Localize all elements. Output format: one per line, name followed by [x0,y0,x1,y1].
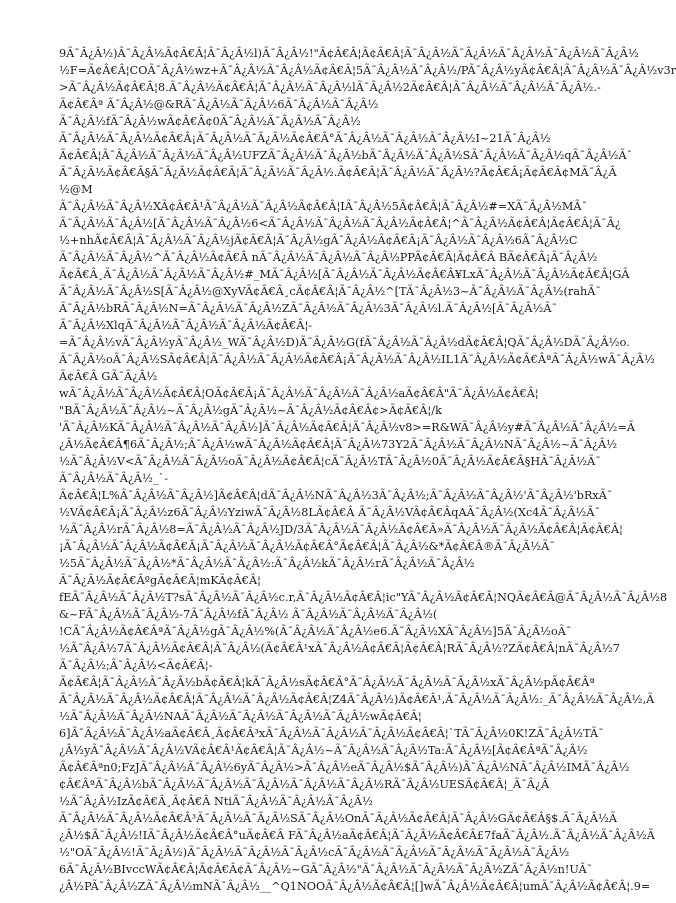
text-line: Ã¯Â¿Â½Ã¯Â¿Â½Ã¢Â€Â³Ã¯Â¿Â½Ã¯Â¿Â½SÃ¯Â¿Â½OnÃ¯Â¿Â½Ã¢Â€Â¦Ã¯Â¿Â½GÃ¢Â€Â§$.Ã¯Â¿Â½Ã [59,812,618,825]
text-line: ¿Â½Ã¢Â€Â¶6Ã¯Â¿Â½;Ã¯Â¿Â½wÃ¯Â¿Â½Ã¢Â€Â¦Ã¯Â¿Â½73Y2Ã¯Â¿Â½Ã¯Â¿Â½NÃ¯Â¿Â½~Ã¯Â¿Â½ [59,438,618,451]
text-line: Ã¯Â¿Â½Ã¯Â¿Â½XÃ¢Â€Â¹Ã¯Â¿Â½Ã¯Â¿Â½Ã¢Â€Â¦IÃ¯Â¿Â½5Ã¢Â€Â¦Ã¯Â¿Â½#=XÃ¯Â¿Â½MÃ¯ [59,200,588,213]
text-line: Ã¯Â¿Â½Ã¯Â¿Â½S[Ã¯Â¿Â½@XyVÃ¢Â€Â¸cÃ¢Â€Â¦Ã¯Â¿Â½^[TÃ¯Â¿Â½3~Ã¯Â¿Â½Ã¯Â¿Â½(rahÃ¯ [59,285,602,298]
text-line: 9Ã¯Â¿Â½)Ã¯Â¿Â½Ã¢Â€Â¦Ã¯Â¿Â½l)Ã¯Â¿Â½!"Ã¢Â€Â¦Ã¢Â€Â¦Ã¯Â¿Â½Ã¯Â¿Â½Ã¯Â¿Â½Ã¯Â¿Â½Ã¯Â¿Â½ [59,47,639,60]
text-line: 6Ã¯Â¿Â½BIvccWÃ¢Â€Â¦Ã¢Â€Â¢Ã¯Â¿Â½~GÃ¯Â¿Â½"Ã¯Â¿Â½Ã¯Â¿Â½Ã¯Â¿Â½ZÃ¯Â¿Â½n!UÃ¯ [59,863,593,876]
text-line: ½Ã¯Â¿Â½7Ã¯Â¿Â½Ã¢Â€Â¦Ã¯Â¿Â½(Ã¢Â€Â¹xÃ¯Â¿Â½Ã¢Â€Â¦Ã¢Â€Â¦RÃ¯Â¿Â½?ZÃ¢Â€Â¦nÃ¯Â¿Â½7 [59,642,620,655]
text-line: Ã¢Â€Â GÃ¯Â¿Â½ [59,370,158,383]
text-line: !CÃ¯Â¿Â½Ã¢Â€ÂªÃ¯Â¿Â½gÃ¯Â¿Â½%(Ã¯Â¿Â½Ã¯Â¿Â½e6.Ã¯Â¿Â½XÃ¯Â¿Â½]5Ã¯Â¿Â½oÃ¯ [59,625,572,638]
text-line: fEÃ¯Â¿Â½Ã¯Â¿Â½T?sÃ¯Â¿Â½Ã¯Â¿Â½c.r,Ã¯Â¿Â½Ã¢Â€Â¦ic"YÃ¯Â¿Â½Ã¢Â€Â¦NQÃ¢Â€Â@Ã¯Â¿Â½Ã¯Â¿Â½8 [59,591,668,604]
garbled-text-body [59,45,676,895]
text-line: ¢Â€ÂªÃ¯Â¿Â½bÃ¯Â¿Â½Ã¯Â¿Â½Ã¯Â¿Â½Ã¯Â¿Â½Ã¯Â¿Â½RÃ¯Â¿Â½UESÃ¢Â€Â¦_Ã¯Â¿Â [59,778,550,791]
text-line: Ã¢Â€Â¦Ã¯Â¿Â½Ã¯Â¿Â½Ã¯Â¿Â½UFZÃ¯Â¿Â½Ã¯Â¿Â½bÃ¯Â¿Â½Ã¯Â¿Â½SÃ¯Â¿Â½Ã¯Â¿Â½qÃ¯Â¿Â½Ã¯ [59,149,633,162]
text-line: Ã¯Â¿Â½Ã¯Â¿Â½^Ã¯Â¿Â½Ã¢Â€Â nÃ¯Â¿Â½Ã¯Â¿Â½Ã¯Â¿Â½PPÃ¢Â€Â¦Ã¢Â€Â BÃ¢Â€Â¡Ã¯Â¿Â½ [59,251,598,264]
text-line: ½Ã¯Â¿Â½IzÃ¢Â€Â¸Ã¢Â€Â NtiÃ¯Â¿Â½Ã¯Â¿Â½Ã¯Â¿Â½ [59,795,373,808]
text-line: Ã¯Â¿Â½fÃ¯Â¿Â½wÃ¢Â€Â¢0Ã¯Â¿Â½Ã¯Â¿Â½Ã¯Â¿Â½ [59,115,361,128]
text-line: Ã¯Â¿Â½Ã¢Â€Â§Ã¯Â¿Â½Ã¢Â€Â¦Ã¯Â¿Â½Ã¯Â¿Â½.Ã¢Â€Â¦Ã¯Â¿Â½Ã¯Â¿Â½?Ã¢Â€Â¡Ã¢Â€Â¢MÃ¯Â¿Â [59,166,617,179]
text-line: ½"OÃ¯Â¿Â½!Ã¯Â¿Â½)Ã¯Â¿Â½Ã¯Â¿Â½Ã¯Â¿Â½cÃ¯Â¿Â½Ã¯Â¿Â½Ã¯Â¿Â½Ã¯Â¿Â½Ã¯Â¿Â½ [59,846,570,859]
text-line: Ã¯Â¿Â½Ã¯Â¿Â½Ã¢Â€Â¦Ã¯Â¿Â½Ã¯Â¿Â½Ã¢Â€Â¦Z4Ã¯Â¿Â½)Ã¢Â€Â¹,Ã¯Â¿Â½Ã¯Â¿Â½:_Ã¯Â¿Â½Ã¯Â¿Â½,Ã [59,693,655,706]
text-line: Ã¢Â€Â¦Ã¯Â¿Â½Ã¯Â¿Â½bÃ¢Â€Â¦kÃ¯Â¿Â½sÃ¢Â€Â°Ã¯Â¿Â½Ã¯Â¿Â½Ã¯Â¿Â½xÃ¯Â¿Â½pÃ¢Â€Âª [59,676,595,689]
text-line: ½@M [59,183,93,196]
text-line: ¡Ã¯Â¿Â½Ã¯Â¿Â½Ã¢Â€Â¡Ã¯Â¿Â½Ã¯Â¿Â½Ã¢Â€Â°Ã¢Â€Â¦Ã¯Â¿Â½&*Ã¢Â€Â®Ã¯Â¿Â½Ã¯ [59,540,555,553]
text-line: ½VÃ¢Â€Â¡Ã¯Â¿Â½z6Ã¯Â¿Â½YziwÃ¯Â¿Â½8LÃ¢Â€Â Ã¯Â¿Â½VÃ¢Â€ÂqAÃ¯Â¿Â½(Xc4Ã¯Â¿Â½Ã¯ [59,506,601,519]
text-line: Ã¯Â¿Â½bRÃ¯Â¿Â½N=Ã¯Â¿Â½Ã¯Â¿Â½ZÃ¯Â¿Â½Ã¯Â¿Â½3Ã¯Â¿Â½l.Ã¯Â¿Â½[Ã¯Â¿Â½Ã¯ [59,302,558,315]
text-line: ½+nhÃ¢Â€Â¦Ã¯Â¿Â½Ã¯Â¿Â½jÃ¢Â€Â¦Ã¯Â¿Â½gÃ¯Â¿Â½Ã¢Â€Â¡Ã¯Â¿Â½Ã¯Â¿Â½6Ã¯Â¿Â½C [59,234,578,247]
text-line: wÃ¯Â¿Â½Ã¯Â¿Â½Ã¢Â€Â¦OÃ¢Â€Â¡Ã¯Â¿Â½Ã¯Â¿Â½Ã¯Â¿Â½aÃ¢Â€Â"Ã¯Â¿Â½Ã¢Â€Â¦ [59,387,539,400]
text-line: Ã¯Â¿Â½Ã¯Â¿Â½_`- [59,472,169,485]
text-line: Ã¯Â¿Â½;Ã¯Â¿Â½<Ã¢Â€Â¦- [59,659,213,672]
text-line: Ã¯Â¿Â½oÃ¯Â¿Â½SÃ¢Â€Â¦Ã¯Â¿Â½Ã¯Â¿Â½Ã¢Â€Â¡Ã¯Â¿Â½Ã¯Â¿Â½IL1Ã¯Â¿Â½Ã¢Â€ÂªÃ¯Â¿Â½wÃ¯Â¿Â½ [59,353,655,366]
text-line: Ã¯Â¿Â½Ã¢Â€ÂºgÃ¢Â€Â¦mKÃ¢Â€Â¦ [59,574,261,587]
text-line: Ã¢Â€Â¦L%Ã¯Â¿Â½Ã¯Â¿Â½]Ã¢Â€Â¦dÃ¯Â¿Â½NÃ¯Â¿Â½3Ã¯Â¿Â½;Ã¯Â¿Â½Ã¯Â¿Â½'Ã¯Â¿Â½'bRxÃ¯ [59,489,613,502]
text-line: ½Ã¯Â¿Â½V<Ã¯Â¿Â½Ã¯Â¿Â½oÃ¯Â¿Â½Ã¢Â€Â¦cÃ¯Â¿Â½TÃ¯Â¿Â½0Ã¯Â¿Â½Ã¢Â€Â§HÃ¯Â¿Â½Ã¯ [59,455,601,468]
text-line: ¿Â½$Ã¯Â¿Â½!IÃ¯Â¿Â½Ã¢Â€Â°uÃ¢Â€Â FÃ¯Â¿Â½aÃ¢Â€Â¦Ã¯Â¿Â½Ã¢Â€Â£7faÃ¯Â¿Â½.Ã¯Â¿Â½Ã¯Â¿Â½Ã [59,829,655,842]
text-line: Ã¯Â¿Â½Ã¯Â¿Â½Ã¢Â€Â¡Ã¯Â¿Â½Ã¯Â¿Â½Ã¢Â€Â°Ã¯Â¿Â½Ã¯Â¿Â½Ã¯Â¿Â½I~21Ã¯Â¿Â½ [59,132,551,145]
text-line: 6]Ã¯Â¿Â½Ã¯Â¿Â½aÃ¢Â€Â¸Ã¢Â€Â³xÃ¯Â¿Â½Ã¯Â¿Â½Ã¯Â¿Â½Ã¢Â€Â¦`TÃ¯Â¿Â½0K!ZÃ¯Â¿Â½TÃ¯ [59,727,604,740]
text-line: ½Ã¯Â¿Â½rÃ¯Â¿Â½8=Ã¯Â¿Â½Ã¯Â¿Â½JD/3Ã¯Â¿Â½Ã¯Â¿Â½Ã¢Â€Â»Ã¯Â¿Â½Ã¯Â¿Â½Ã¢Â€Â¦Ã¢Â€Â¦ [59,523,623,536]
text-line: "BÃ¯Â¿Â½Ã¯Â¿Â½~Ã¯Â¿Â½gÃ¯Â¿Â½~Ã¯Â¿Â½Ã¢Â€Â¢>Ã¢Â€Â¦/k [59,404,442,417]
text-line: Ã¢Â€Â¸Ã¯Â¿Â½Ã¯Â¿Â½Ã¯Â¿Â½#_MÃ¯Â¿Â½[Ã¯Â¿Â½Ã¯Â¿Â½Ã¢Â€Â¥LxÃ¯Â¿Â½Ã¯Â¿Â½Ã¢Â€Â¦GÃ [59,268,630,281]
text-line: ¿Â½yÃ¯Â¿Â½Ã¯Â¿Â½VÃ¢Â€Â¹Ã¢Â€Â¦Ã¯Â¿Â½~Ã¯Â¿Â½Ã¯Â¿Â½Ta:Ã¯Â¿Â½[Ã¢Â€ÂªÃ¯Â¿Â½ [59,744,588,757]
text-line: Ã¢Â€Âªn0;FzJÃ¯Â¿Â½Ã¯Â¿Â½6yÃ¯Â¿Â½>Ã¯Â¿Â½eÃ¯Â¿Â½$Ã¯Â¿Â½)Ã¯Â¿Â½NÃ¯Â¿Â½IMÃ¯Â¿Â½ [59,761,630,774]
text-line: ¿Â½PÃ¯Â¿Â½ZÃ¯Â¿Â½mNÃ¯Â¿Â½__^Q1NOOÃ¯Â¿Â½Ã¢Â€Â¦[]wÃ¯Â¿Â½Ã¢Â€Â¦umÃ¯Â¿Â½Ã¢Â€Â¦.9= [59,880,651,893]
text-line: =Ã¯Â¿Â½vÃ¯Â¿Â½yÃ¯Â¿Â½_WÃ¯Â¿Â½D)Ã¯Â¿Â½G(fÃ¯Â¿Â½Ã¯Â¿Â½dÃ¢Â€Â¦QÃ¯Â¿Â½DÃ¯Â¿Â½o. [59,336,630,349]
text-line: ½5Ã¯Â¿Â½Ã¯Â¿Â½*Ã¯Â¿Â½Ã¯Â¿Â½:Ã¯Â¿Â½kÃ¯Â¿Â½rÃ¯Â¿Â½Ã¯Â¿Â½ [59,557,475,570]
text-line: Ã¯Â¿Â½Ã¯Â¿Â½[Ã¯Â¿Â½Ã¯Â¿Â½6<Ã¯Â¿Â½Ã¯Â¿Â½Ã¯Â¿Â½Ã¢Â€Â¦^Ã¯Â¿Â½Ã¢Â€Â¦Ã¢Â€Â¦Ã¯Â¿ [59,217,621,230]
text-line: &~FÃ¯Â¿Â½Ã¯Â¿Â½-7Ã¯Â¿Â½fÃ¯Â¿Â½ Ã¯Â¿Â½Ã¯Â¿Â½Ã¯Â¿Â½( [59,608,438,621]
text-line: 'Ã¯Â¿Â½KÃ¯Â¿Â½Ã¯Â¿Â½Ã¯Â¿Â½]Ã¯Â¿Â½Ã¢Â€Â¦Ã¯Â¿Â½v8>=R&WÃ¯Â¿Â½y#Ã¯Â¿Â½Ã¯Â¿Â½=Ã [59,421,635,434]
text-line: ½Ã¯Â¿Â½Ã¯Â¿Â½NAÃ¯Â¿Â½Ã¯Â¿Â½Ã¯Â¿Â½Ã¯Â¿Â½wÃ¢Â€Â¦ [59,710,422,723]
text-line: >Ã¯Â¿Â½Ã¢Â€Â¦8.Ã¯Â¿Â½Ã¢Â€Â¦Ã¯Â¿Â½Ã¯Â¿Â½lÃ¯Â¿Â½2Ã¢Â€Â¦Ã¯Â¿Â½Ã¯Â¿Â½Ã¯Â¿Â½.- [59,81,601,94]
text-line: Ã¯Â¿Â½XlqÃ¯Â¿Â½Ã¯Â¿Â½Ã¯Â¿Â½Ã¢Â€Â¦- [59,319,313,332]
text-line: ½F=Ã¢Â€Â¦COÃ¯Â¿Â½wz+Ã¯Â¿Â½Ã¯Â¿Â½Ã¢Â€Â¦5Ã¯Â¿Â½Ã¯Â¿Â½/PÃ¯Â¿Â½yÃ¢Â€Â¦Ã¯Â¿Â½Ã¯Â¿Â½v3r [59,64,676,77]
text-line: Ã¢Â€Âª Ã¯Â¿Â½@&RÃ¯Â¿Â½Ã¯Â¿Â½6Ã¯Â¿Â½Ã¯Â¿Â½ [59,98,379,111]
